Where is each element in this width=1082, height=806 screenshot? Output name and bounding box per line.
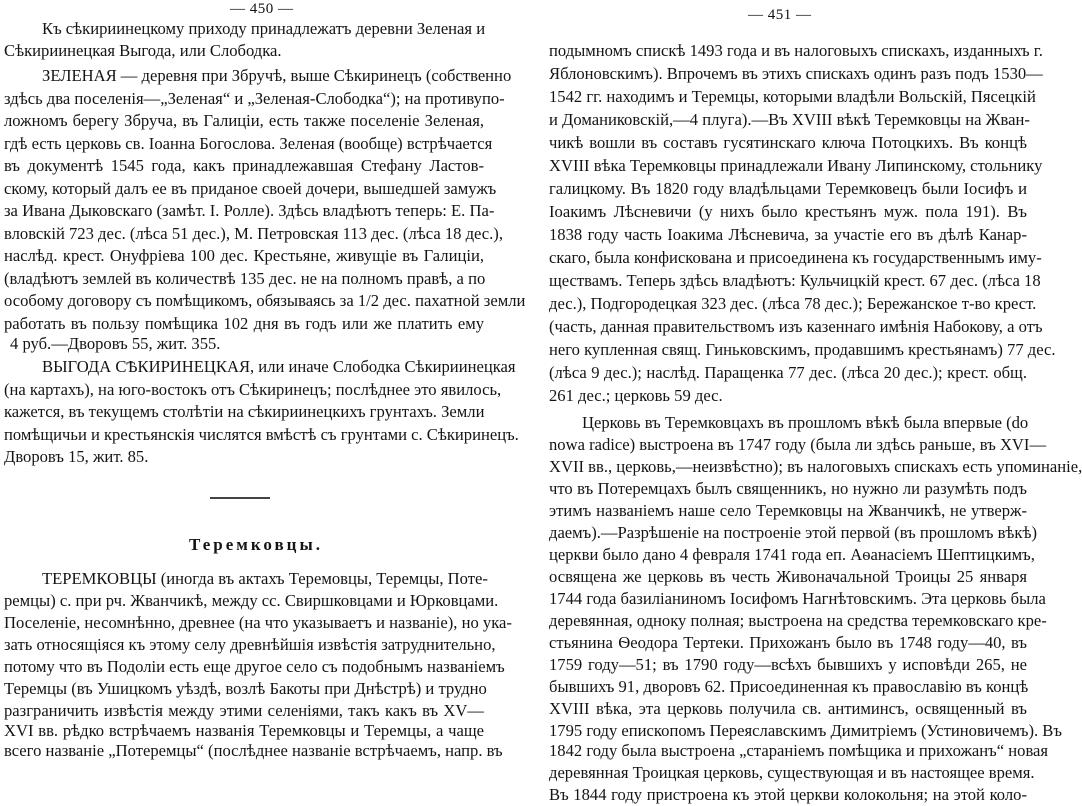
text-line: (на картахъ), на юго-востокъ отъ Сѣкиринецъ; послѣднее это явилось, bbox=[4, 380, 502, 399]
text-line: (часть, данная правительствомъ изъ казеннаго имѣнія Набокову, а отъ bbox=[549, 317, 1043, 336]
text-line: Церковь въ Теремковцахъ въ прошломъ вѣкѣ была впервые (do bbox=[582, 413, 1029, 432]
text-line: 1744 года базиліаниномъ Іосифомъ Нагнѣтовскимъ. Эта церковь была bbox=[549, 589, 1046, 608]
text-line: стьянина Ѳеодора Тертеки. Прихожанъ было въ 1748 году—40, въ bbox=[549, 633, 1027, 652]
text-line: въ документѣ 1545 года, какъ принадлежавшая Стефану Ластов- bbox=[4, 156, 484, 175]
text-line: 1838 году часть Іоакима Лѣсневича, за участіе его въ дѣлѣ Канар- bbox=[549, 225, 1027, 244]
text-line: 1542 гг. находимъ и Теремцы, которыми владѣли Вольскій, Пясецкій bbox=[549, 87, 1036, 106]
text-line: за Ивана Дыковскаго (замѣт. І. Ролле). Здѣсь владѣютъ теперь: Е. Па- bbox=[4, 201, 495, 220]
text-line: XVIII вѣка, эта церковь получила св. антиминсъ, освященный въ bbox=[549, 699, 1027, 718]
text-line: деревянная, одноку полная; выстроена на средства теремковскаго кре- bbox=[549, 611, 1047, 630]
text-line: Къ сѣкириинецкому приходу принадлежатъ деревни Зеленая и bbox=[42, 19, 486, 38]
text-line: вловскій 723 дес. (лѣса 51 дес.), М. Петровская 113 дес. (лѣса 18 дес.), bbox=[4, 224, 503, 243]
text-line: освящена же церковь въ честь Живоначальной Троицы 25 января bbox=[549, 567, 1027, 586]
text-line: 1795 году епископомъ Переяславскимъ Димитріемъ (Устиновичемъ). Въ bbox=[549, 721, 1062, 740]
text-line: ложномъ берегу Збруча, въ Галиціи, есть также поселеніе Зеленая, bbox=[4, 111, 484, 130]
text-line: даемъ).—Разрѣшеніе на построеніе этой первой (въ прошломъ вѣкѣ) bbox=[549, 523, 1038, 542]
text-line: помѣщичьи и крестьянскія числятся вмѣстѣ съ грунтами с. Сѣкиринецъ. bbox=[4, 425, 519, 444]
text-line: него купленная свящ. Гиньковскимъ, продавшимъ крестьянамъ) 77 дес. bbox=[549, 340, 1056, 359]
text-line: ВЫГОДА СѢКИРИНЕЦКАЯ, или иначе Слободка Сѣкириинецкая bbox=[42, 357, 516, 376]
right-page bbox=[512, 0, 1082, 804]
text-line: работать въ пользу помѣщика 102 дня въ годъ или же платить ему bbox=[4, 314, 484, 333]
text-line: (лѣса 9 дес.); наслѣд. Паращенка 77 дес. (лѣса 20 дес.); крест. общ. bbox=[549, 363, 1027, 382]
text-line: XVIII вѣка Теремковцы принадлежали Ивану Липинскому, стольнику bbox=[549, 156, 1043, 175]
text-line: скому, который далъ ее въ приданое своей дочери, вышедшей замужъ bbox=[4, 179, 497, 198]
text-line: 4 руб.—Дворовъ 55, жит. 355. bbox=[10, 334, 221, 353]
text-line: Поселеніе, несомнѣнно, древнее (на что указываетъ и названіе), но ука- bbox=[4, 613, 512, 632]
text-line: Яблоновскимъ). Впрочемъ въ этихъ спискахъ одинъ разъ подъ 1530— bbox=[549, 64, 1043, 83]
text-line: Въ 1844 году пристроена къ этой церкви колокольня; на этой коло- bbox=[549, 785, 1027, 804]
text-line: деревянная Троицкая церковь, существующая и въ настоящее время. bbox=[549, 763, 1035, 782]
text-line: XVII вв., церковь,—неизвѣстно); въ налоговыхъ спискахъ есть упоминаніе, bbox=[549, 457, 1082, 476]
text-line: ЗЕЛЕНАЯ — деревня при Збручѣ, выше Сѣкиринецъ (собственно bbox=[42, 66, 512, 85]
text-line: подымномъ спискѣ 1493 года и въ налоговыхъ спискахъ, изданныхъ г. bbox=[549, 41, 1043, 60]
text-line: 1759 году—51; въ 1790 году—всѣхъ бывшихъ у исповѣди 265, не bbox=[549, 655, 1027, 674]
text-line: (владѣютъ землей въ количествѣ 135 дес. не на полномъ правѣ, а по bbox=[4, 269, 486, 288]
text-line: Дворовъ 15, жит. 85. bbox=[4, 447, 149, 466]
text-line: Сѣкириинецкая Выгода, или Слободка. bbox=[4, 41, 282, 60]
text-line: всего названіе „Потеремцы“ (послѣднее названіе встрѣчаемъ, напр. въ bbox=[4, 741, 503, 760]
text-line: гдѣ есть церковь св. Іоанна Богослова. Зеленая (вообще) встрѣчается bbox=[4, 134, 493, 153]
page-number: — 451 — bbox=[748, 7, 812, 23]
section-heading: Теремковцы. bbox=[189, 535, 323, 554]
text-line: ТЕРЕМКОВЦЫ (иногда въ актахъ Теремовцы, Теремцы, Поте- bbox=[42, 569, 488, 588]
text-line: зать относящіяся къ этому селу древнѣйшія извѣстія затруднительно, bbox=[4, 635, 496, 654]
page-number: — 450 — bbox=[230, 1, 294, 17]
text-line: потому что въ Подоліи есть еще другое село съ подобнымъ названіемъ bbox=[4, 657, 505, 676]
text-line: 261 дес.; церковь 59 дес. bbox=[549, 386, 723, 405]
text-line: здѣсь два поселенія—„Зеленая“ и „Зеленая-Слободка“); на противупо- bbox=[4, 89, 505, 108]
text-line: nowa radice) выстроена въ 1747 году (была ли здѣсь раньше, въ XVI— bbox=[549, 435, 1047, 454]
text-line: ремцы) с. при рч. Жванчикѣ, между сс. Свиршковцами и Юрковцами. bbox=[4, 591, 499, 610]
text-line: галицкому. Въ 1820 году владѣльцами Теремковецъ были Іосифъ и bbox=[549, 179, 1027, 198]
text-line: церкви было дано 4 февраля 1741 года еп. Аѳанасіемъ Шептицкимъ, bbox=[549, 545, 1035, 564]
text-line: скаго, была конфискована и присоединена къ государственнымъ иму- bbox=[549, 248, 1042, 267]
text-line: Іоакимъ Лѣсневичи (у нихъ было крестьянъ муж. пола 191). Въ bbox=[549, 202, 1027, 221]
text-line: 1842 году была выстроена „стараніемъ помѣщика и прихожанъ“ новая bbox=[549, 741, 1049, 760]
section-divider bbox=[210, 497, 270, 499]
text-line: особому договору съ помѣщикомъ, обязываясь за 1/2 дес. пахатной земли bbox=[4, 291, 526, 310]
text-line: этимъ названіемъ наше село Теремковцы на Жванчикѣ, не утверж- bbox=[549, 501, 1027, 520]
text-line: и Доманиковскій,—4 плуга).—Въ XVIII вѣкѣ Теремковцы на Жван- bbox=[549, 110, 1030, 129]
text-line: разграничить извѣстія между этими селеніями, такъ какъ въ XV— bbox=[4, 701, 484, 720]
text-line: кажется, въ текущемъ столѣтіи на сѣкириинецкихъ грунтахъ. Земли bbox=[4, 402, 485, 421]
text-line: ществамъ. Теперь здѣсь владѣютъ: Кульчицкій крест. 67 дес. (лѣса 18 bbox=[549, 271, 1041, 290]
text-line: наслѣд. крест. Онуфріева 100 дес. Крестьяне, живущіе въ Галиціи, bbox=[4, 246, 484, 265]
text-line: Теремцы (въ Ушицкомъ уѣздѣ, возлѣ Бакоты при Днѣстрѣ) и трудно bbox=[4, 679, 487, 698]
text-line: бывшихъ 91, дворовъ 62. Присоединенная къ православію въ концѣ bbox=[549, 677, 1029, 696]
text-line: что въ Потеремцахъ былъ священникъ, но нужно ли разумѣть подъ bbox=[549, 479, 1027, 498]
text-line: чикѣ вошли въ составъ гусятинскаго ключа Потоцкихъ. Въ концѣ bbox=[549, 133, 1027, 152]
text-line: XVI вв. рѣдко встрѣчаемъ названія Теремковцы и Теремцы, а чаще bbox=[4, 721, 484, 740]
text-line: дес.), Подгородецкая 323 дес. (лѣса 78 дес.); Бережанское т-во крест. bbox=[549, 294, 1037, 313]
left-page bbox=[0, 0, 526, 764]
